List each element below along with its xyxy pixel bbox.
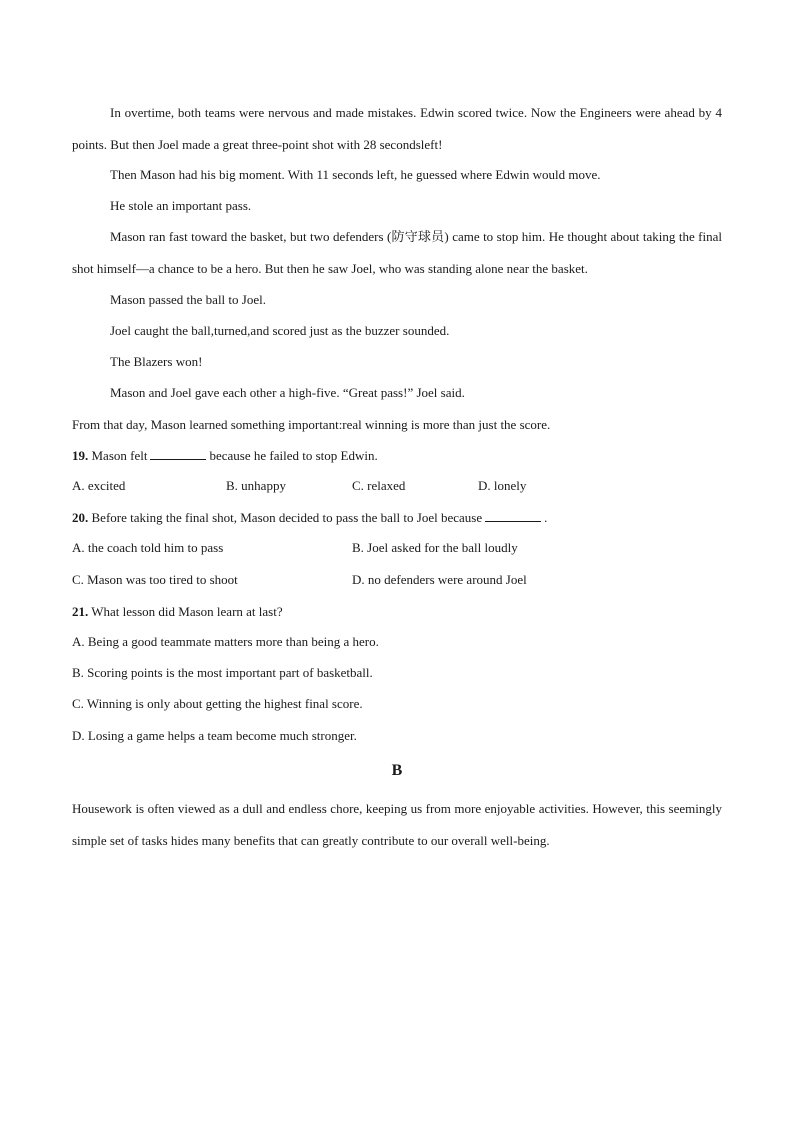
option-21-b: B. Scoring points is the most important part of basketball. [72, 665, 373, 680]
story-paragraph-1: In overtime, both teams were nervous and made mistakes. Edwin scored twice. Now the Engineers were ahead by 4 points. But then Joel made a great three-point shot with 28 secondsleft! [72, 105, 722, 152]
question-19 [72, 440, 722, 471]
question-number: 19. [72, 448, 89, 463]
option-19-c: C. relaxed [352, 478, 406, 493]
section-heading-b: B [391, 762, 403, 779]
option-21-a: A. Being a good teammate matters more than being a hero. [72, 634, 379, 649]
question-number: 21. [72, 604, 89, 619]
option-20-b: B. Joel asked for the ball loudly [352, 540, 518, 555]
section-b-paragraph: Housework is often viewed as a dull and endless chore, keeping us from more enjoyable activities. However, this seemingly simple set of tasks hides many benefits that can greatly contribute to our overall well-being. [72, 801, 722, 848]
question-21 [72, 596, 722, 627]
question-stem-end: because he failed to stop Edwin. [209, 448, 378, 463]
option-20-a: A. the coach told him to pass [72, 540, 224, 555]
option-21-c: C. Winning is only about getting the highest final score. [72, 696, 363, 711]
option-19-d: D. lonely [478, 478, 527, 493]
option-19-b: B. unhappy [226, 478, 286, 493]
story-paragraph-8: Mason and Joel gave each other a high-five. “Great pass!” Joel said. [110, 385, 465, 400]
question-stem: What lesson did Mason learn at last? [88, 604, 283, 619]
story-paragraph-7: The Blazers won! [110, 354, 203, 369]
question-number: 20. [72, 510, 89, 525]
story-paragraph-5: Mason passed the ball to Joel. [110, 292, 266, 307]
answer-blank [485, 510, 541, 522]
question-20 [72, 502, 722, 533]
option-20-d: D. no defenders were around Joel [352, 572, 527, 587]
story-paragraph-3: He stole an important pass. [110, 198, 252, 213]
story-paragraph-4: Mason ran fast toward the basket, but two defenders (防守球员) came to stop him. He thought about taking the final shot himself—a chance to be a hero. But then he saw Joel, who was standing alone near the basket. [72, 229, 722, 276]
story-paragraph-9: From that day, Mason learned something important:real winning is more than just the score. [72, 417, 551, 432]
question-stem: Mason felt [88, 448, 148, 463]
answer-blank [150, 448, 206, 460]
question-stem-end: . [544, 510, 548, 525]
option-21-d: D. Losing a game helps a team become much stronger. [72, 728, 357, 743]
story-paragraph-2: Then Mason had his big moment. With 11 seconds left, he guessed where Edwin would move. [110, 167, 601, 182]
story-paragraph-6: Joel caught the ball,turned,and scored just as the buzzer sounded. [110, 323, 450, 338]
option-20-c: C. Mason was too tired to shoot [72, 572, 238, 587]
option-19-a: A. excited [72, 478, 126, 493]
question-stem: Before taking the final shot, Mason decided to pass the ball to Joel because [88, 510, 483, 525]
